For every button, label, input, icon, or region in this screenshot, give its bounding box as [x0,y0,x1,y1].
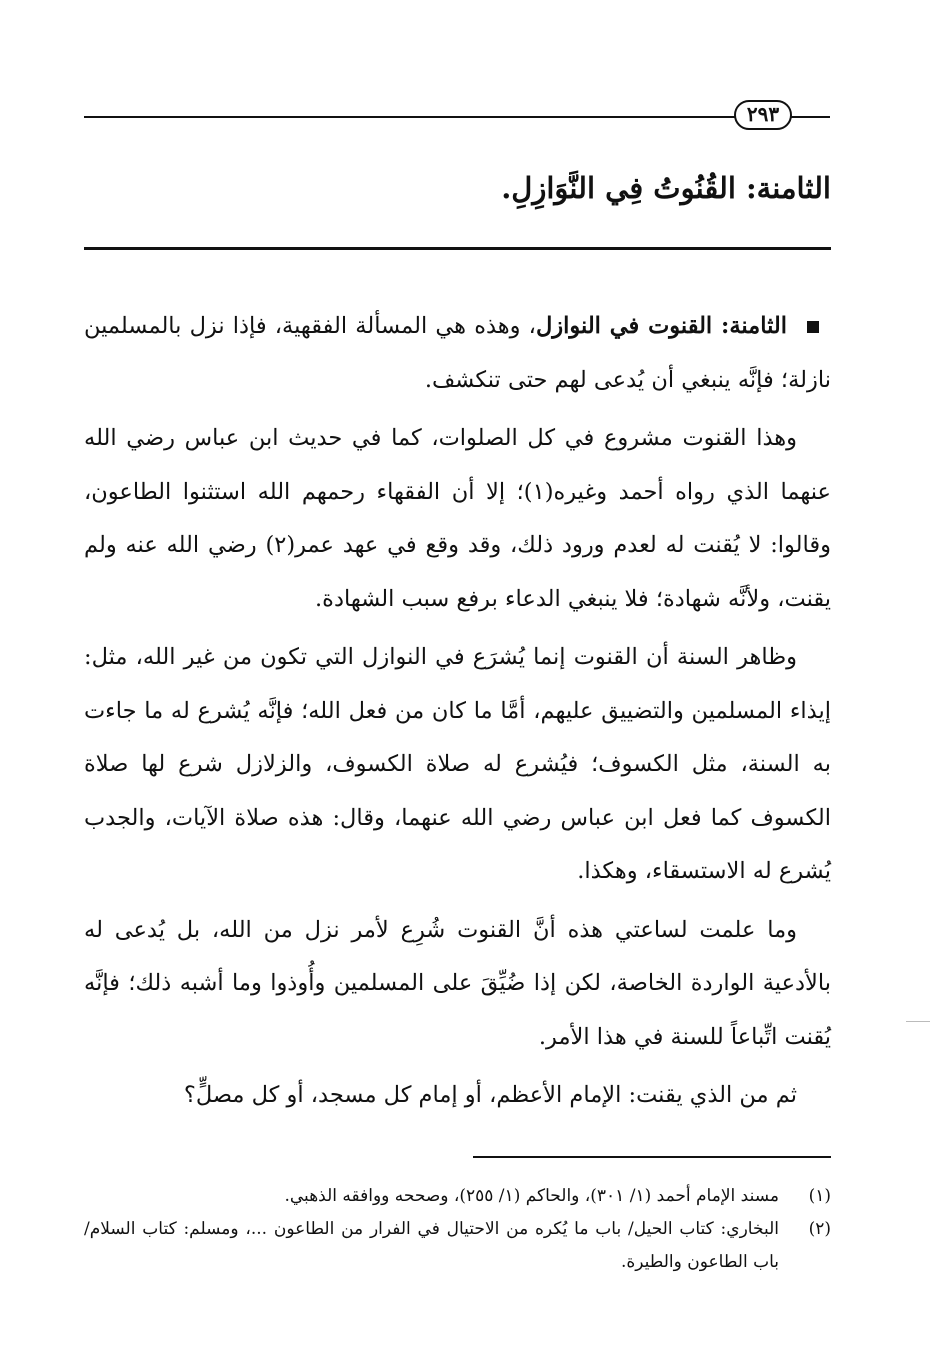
footnote-text: مسند الإمام أحمد (١/ ٣٠١)، والحاكم (١/ ٢٥٥)، وصححه ووافقه الذهبي. [284,1186,779,1206]
paragraph-3: وظاهر السنة أن القنوت إنما يُشرَع في النوازل التي تكون من غير الله، مثل: إيذاء المسلمين والتضييق عليهم، أمَّا ما كان من فعل الله؛ فإنَّه يُشرع له ما جاءت به السنة، مثل الكسوف؛ فيُشرع له صلاة الكسوف، والزلازل شرع لها صلاة الكسوف كما فعل ابن عباس رضي الله عنهما، وقال: هذه صلاة الآيات، والجدب يُشرع له الاستسقاء، وهكذا. [84,644,831,884]
footnote [84,1180,831,1213]
header-rule-left [84,116,736,118]
page-number: ٢٩٣ [734,100,792,130]
title-divider [84,247,831,250]
header-rule-right [790,116,830,118]
footnote-number: (١) [808,1186,831,1206]
paragraph-1-text: ، وهذه هي المسألة الفقهية، فإذا نزل بالمسلمين نازلة؛ فإنَّه ينبغي أن يُدعى لهم حتى تنكشف. [84,313,831,393]
footnotes [84,1180,831,1279]
footnote-divider [473,1156,831,1158]
footnote [84,1213,831,1279]
paragraph-1 [84,300,831,407]
paragraph-2: وهذا القنوت مشروع في كل الصلوات، كما في حديث ابن عباس رضي الله عنهما الذي رواه أحمد وغيره(١)؛ إلا أن الفقهاء رحمهم الله استثنوا الطاعون، وقالوا: لا يُقنت له لعدم ورود ذلك، وقد وقع في عهد عمر(٢) رضي الله عنه ولم يقنت، ولأنَّه شهادة؛ فلا ينبغي الدعاء برفع سبب الشهادة. [84,425,831,612]
body-text [84,300,831,1128]
chapter-title: الثامنة: القُنُوتُ فِي النَّوَازِلِ. [501,171,831,205]
footnote-text: البخاري: كتاب الحيل/ باب ما يُكره من الاحتيال في الفرار من الطاعون ...، ومسلم: كتاب السلام/ باب الطاعون والطيرة. [84,1219,779,1272]
margin-mark [906,1021,930,1022]
section-heading-inline: الثامنة: القنوت في النوازل [535,313,787,339]
paragraph-4: وما علمت لساعتي هذه أنَّ القنوت شُرِع لأمر نزل من الله، بل يُدعى له بالأدعية الواردة الخاصة، لكن إذا ضُيِّقَ على المسلمين وأُوذوا وما أشبه ذلك؛ فإنَّه يُقنت اتِّباعاً للسنة في هذا الأمر. [84,916,831,1050]
footnote-number: (٢) [808,1219,831,1239]
square-bullet-icon [807,321,819,333]
paragraph-5: ثم من الذي يقنت: الإمام الأعظم، أو إمام كل مسجد، أو كل مصلٍّ؟ [183,1082,797,1108]
